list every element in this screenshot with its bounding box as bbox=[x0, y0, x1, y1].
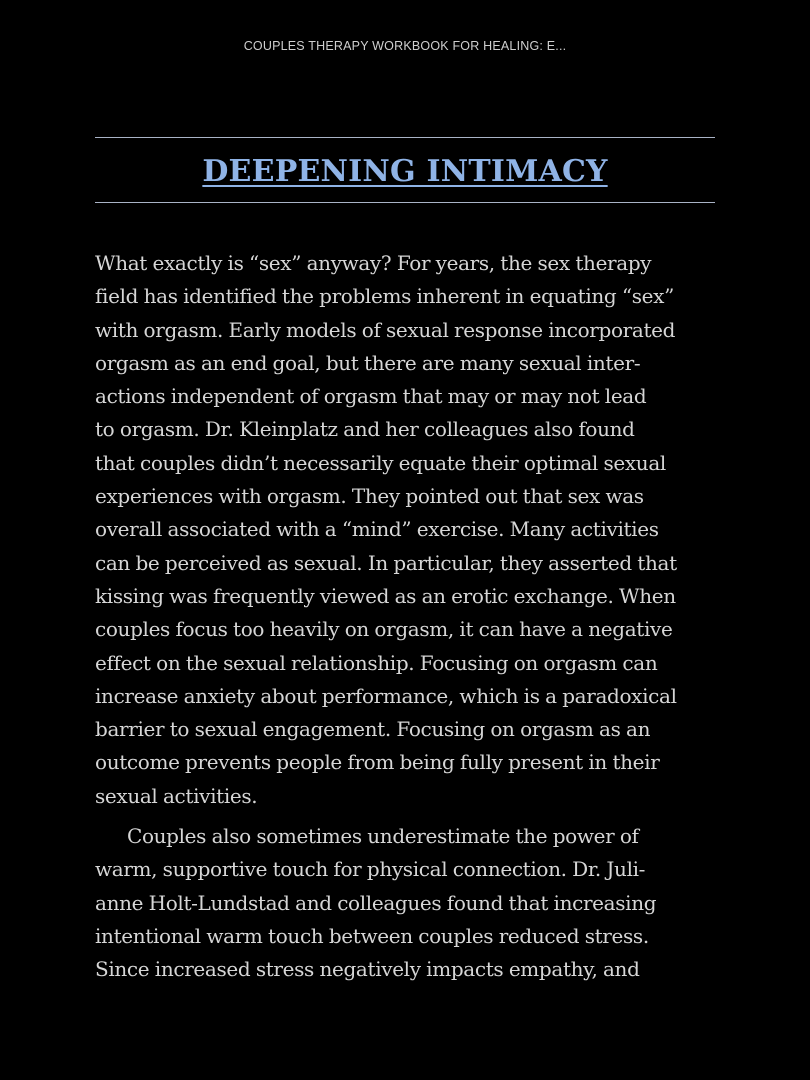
text-line: that couples didn’t necessarily equate their optimal sexual bbox=[95, 450, 666, 475]
text-line: warm, supportive touch for physical connection. Dr. Juli- bbox=[95, 857, 646, 882]
text-line: increase anxiety about performance, which is a paradoxical bbox=[95, 683, 677, 708]
text-line: with orgasm. Early models of sexual response incorporated bbox=[95, 317, 676, 342]
text-line: anne Holt-Lundstad and colleagues found that increasing bbox=[95, 890, 657, 915]
text-line: field has identified the problems inherent in equating “sex” bbox=[95, 284, 674, 309]
text-line: experiences with orgasm. They pointed out that sex was bbox=[95, 484, 644, 509]
text-line: What exactly is “sex” anyway? For years, the sex therapy bbox=[95, 251, 652, 275]
text-line: Since increased stress negatively impacts empathy, and bbox=[95, 957, 640, 982]
paragraph bbox=[95, 247, 719, 813]
text-line: outcome prevents people from being fully present in their bbox=[95, 750, 660, 775]
running-header: COUPLES THERAPY WORKBOOK FOR HEALING: E... bbox=[243, 39, 567, 53]
text-line: sexual activities. bbox=[95, 783, 258, 808]
body-text bbox=[95, 247, 719, 987]
text-line: intentional warm touch between couples reduced stress. bbox=[95, 923, 649, 948]
text-line: can be perceived as sexual. In particular, they asserted that bbox=[95, 550, 677, 575]
text-line: to orgasm. Dr. Kleinplatz and her colleagues also found bbox=[95, 417, 635, 442]
text-line: barrier to sexual engagement. Focusing on orgasm as an bbox=[95, 717, 651, 742]
chapter-title[interactable]: DEEPENING INTIMACY bbox=[202, 153, 608, 189]
text-line: couples focus too heavily on orgasm, it can have a negative bbox=[95, 617, 673, 642]
text-line: kissing was frequently viewed as an erotic exchange. When bbox=[95, 583, 676, 608]
paragraph bbox=[95, 820, 719, 986]
text-line: overall associated with a “mind” exercise. Many activities bbox=[95, 517, 659, 542]
text-line: actions independent of orgasm that may or may not lead bbox=[95, 384, 647, 409]
text-line: Couples also sometimes underestimate the power of bbox=[127, 824, 639, 849]
chapter-heading-box bbox=[95, 137, 715, 203]
text-line: orgasm as an end goal, but there are many sexual inter- bbox=[95, 350, 641, 375]
text-line: effect on the sexual relationship. Focusing on orgasm can bbox=[95, 650, 658, 675]
